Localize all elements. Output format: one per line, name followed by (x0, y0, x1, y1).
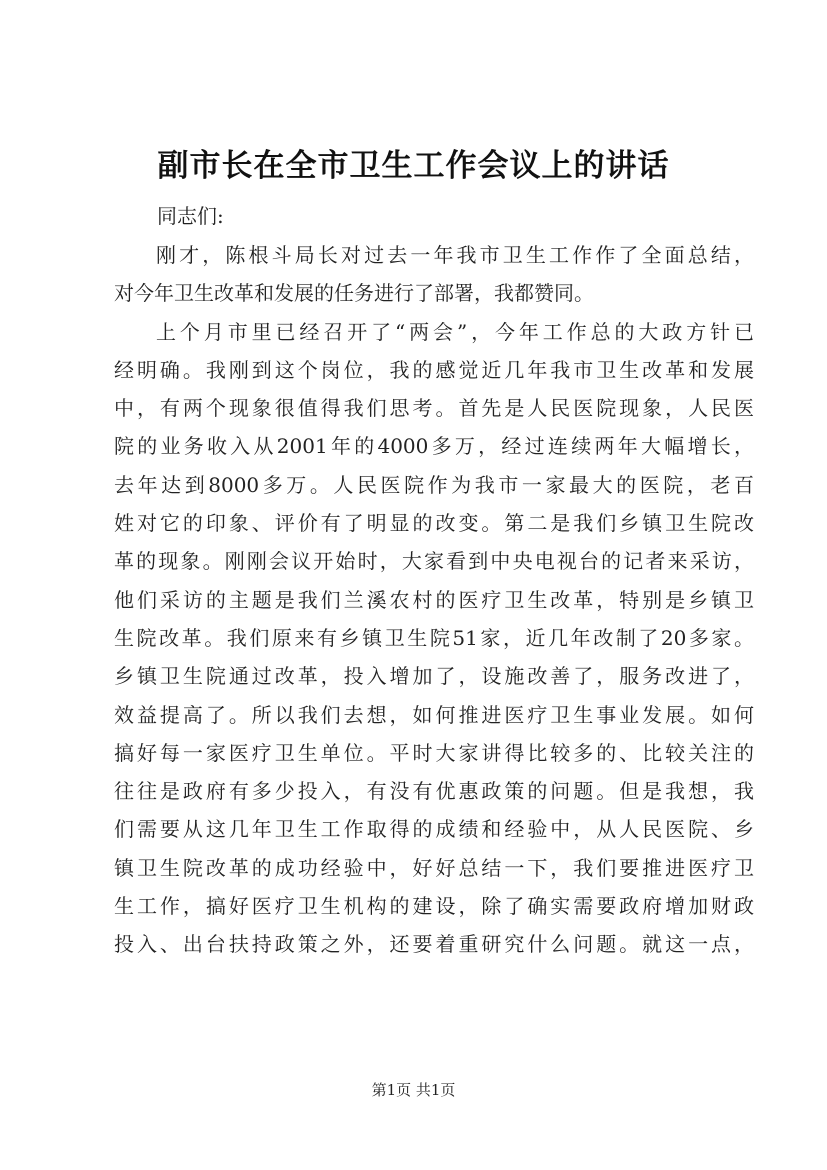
paragraph-line: 乡镇卫生院通过改革，投入增加了，设施改善了，服务改进了， (114, 664, 754, 689)
paragraph-line: 革的现象。刚刚会议开始时，大家看到中央电视台的记者来采访， (114, 549, 754, 574)
paragraph-line: 生工作，搞好医疗卫生机构的建设，除了确实需要政府增加财政 (114, 894, 754, 919)
paragraph-line: 们需要从这几年卫生工作取得的成绩和经验中，从人民医院、乡 (114, 817, 754, 842)
paragraph-line: 搞好每一家医疗卫生单位。平时大家讲得比较多的、比较关注的 (114, 740, 754, 765)
paragraph-line: 刚才，陈根斗局长对过去一年我市卫生工作作了全面总结， (156, 243, 754, 267)
document-title: 副市长在全市卫生工作会议上的讲话 (157, 148, 670, 184)
paragraph-line: 经明确。我刚到这个岗位，我的感觉近几年我市卫生改革和发展 (114, 357, 754, 382)
paragraph-line: 往往是政府有多少投入，有没有优惠政策的问题。但是我想，我 (114, 779, 754, 804)
paragraph-line: 镇卫生院改革的成功经验中，好好总结一下，我们要推进医疗卫 (114, 855, 754, 880)
paragraph-line: 上个月市里已经召开了“两会”，今年工作总的大政方针已 (156, 319, 754, 344)
paragraph-line: 他们采访的主题是我们兰溪农村的医疗卫生改革，特别是乡镇卫 (114, 587, 754, 612)
greeting: 同志们: (157, 204, 224, 228)
paragraph-line: 去年达到8000多万。人民医院作为我市一家最大的医院，老百 (114, 472, 754, 497)
paragraph-line: 生院改革。我们原来有乡镇卫生院51家，近几年改制了20多家。 (114, 625, 754, 650)
document-body (114, 236, 754, 964)
paragraph-line: 对今年卫生改革和发展的任务进行了部署，我都赞同。 (114, 281, 594, 306)
paragraph-line: 投入、出台扶持政策之外，还要着重研究什么问题。就这一点， (114, 932, 754, 957)
paragraph-line: 姓对它的印象、评价有了明显的改变。第二是我们乡镇卫生院改 (114, 511, 754, 536)
paragraph-line: 效益提高了。所以我们去想，如何推进医疗卫生事业发展。如何 (114, 702, 754, 727)
paragraph-line: 院的业务收入从2001年的4000多万，经过连续两年大幅增长， (114, 434, 754, 459)
page-footer: 第1页 共1页 (371, 1081, 456, 1099)
paragraph-line: 中，有两个现象很值得我们思考。首先是人民医院现象，人民医 (114, 396, 754, 421)
